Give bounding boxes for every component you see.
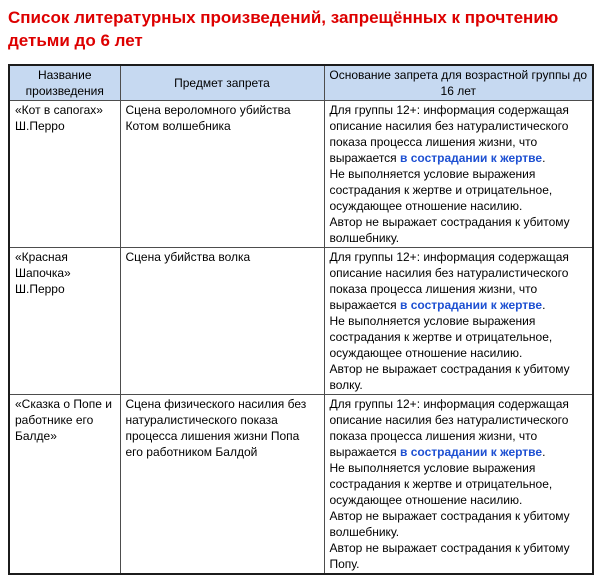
table-row: [9, 395, 593, 575]
reason-intro: Для группы 12+: информация содержащая описание насилия без натуралистического показа процесса лишения жизни, что выражается: [329, 103, 569, 165]
reason-intro: Для группы 12+: информация содержащая описание насилия без натуралистического показа процесса лишения жизни, что выражается: [329, 397, 569, 459]
column-header-ban-subject: Предмет запрета: [120, 65, 324, 101]
reason-line: Не выполняется условие выражения сострадания к жертве и отрицательное, осуждающее отношение насилию.: [329, 167, 553, 213]
subject-cell: Сцена физического насилия без натуралистического показа процесса лишения жизни Попа его работником Балдой: [120, 395, 324, 575]
reason-cell: [324, 248, 593, 395]
reason-highlight: в сострадании к жертве: [400, 445, 543, 459]
reason-period: .: [542, 445, 546, 459]
column-header-work-title: Название произведения: [9, 65, 120, 101]
work-cell: [9, 395, 120, 575]
work-author: Ш.Перро: [15, 119, 65, 133]
subject-cell: Сцена убийства волка: [120, 248, 324, 395]
reason-intro: Для группы 12+: информация содержащая описание насилия без натуралистического показа процесса лишения жизни, что выражается: [329, 250, 569, 312]
table-row: [9, 101, 593, 248]
work-title: «Кот в сапогах»: [15, 103, 103, 117]
reason-period: .: [542, 151, 546, 165]
reason-highlight: в сострадании к жертве: [400, 151, 543, 165]
header-row: [9, 65, 593, 101]
reason-highlight: в сострадании к жертве: [400, 298, 543, 312]
reason-line: Не выполняется условие выражения сострадания к жертве и отрицательное, осуждающее отношение насилию.: [329, 314, 553, 360]
work-cell: [9, 248, 120, 395]
reason-line: Автор не выражает сострадания к убитому волку.: [329, 362, 570, 392]
reason-line: Автор не выражает сострадания к убитому Попу.: [329, 541, 570, 571]
reason-cell: [324, 395, 593, 575]
work-title: «Красная Шапочка»: [15, 250, 71, 280]
table-row: [9, 248, 593, 395]
subject-cell: Сцена вероломного убийства Котом волшебника: [120, 101, 324, 248]
reason-period: .: [542, 298, 546, 312]
banned-works-table: [8, 64, 594, 575]
page-title: Список литературных произведений, запрещённых к прочтению детьми до 6 лет: [8, 8, 559, 50]
work-title: «Сказка о Попе и работнике его Балде»: [15, 397, 112, 443]
reason-line: Не выполняется условие выражения сострадания к жертве и отрицательное, осуждающее отношение насилию.: [329, 461, 553, 507]
reason-cell: [324, 101, 593, 248]
column-header-ban-reason: Основание запрета для возрастной группы до 16 лет: [324, 65, 593, 101]
work-cell: [9, 101, 120, 248]
reason-line: Автор не выражает сострадания к убитому волшебнику.: [329, 509, 570, 539]
reason-line: Автор не выражает сострадания к убитому волшебнику.: [329, 215, 570, 245]
work-author: Ш.Перро: [15, 282, 65, 296]
